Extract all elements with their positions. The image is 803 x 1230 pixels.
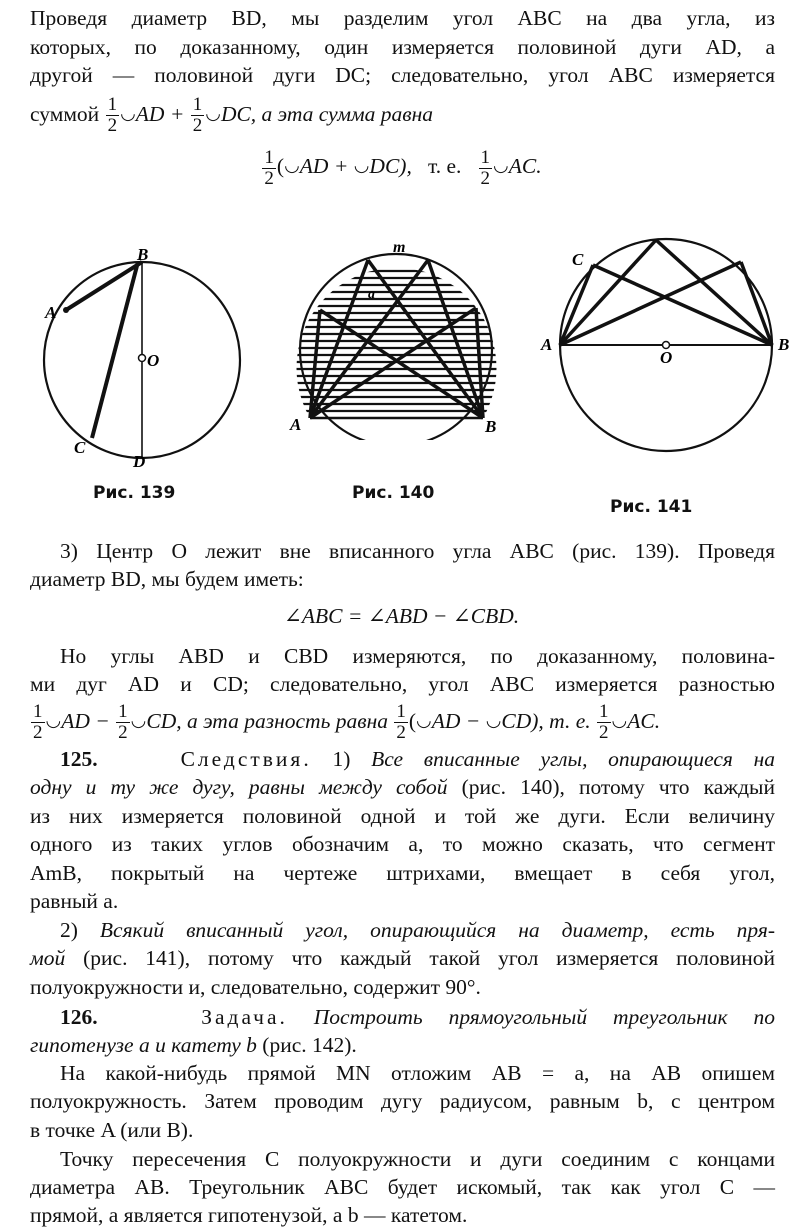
arc-symbol: ◡ [205,102,221,123]
paragraph-126-2-cont [30,1173,775,1202]
term-dc: DC, а эта сумма равна [220,101,434,126]
sec125-line-5: AmB, покрытый на чертеже штрихами, вмещает в себя угол, [30,860,775,885]
figure-140 [280,240,510,440]
intro-line-2: которых, по доказанному, один измеряется половиной дуги AD, а [30,34,775,59]
para3-line-1: 3) Центр O лежит вне вписанного угла ABC (рис. 139). Проведя [60,539,775,563]
para4-line-1: Но углы ABD и CBD измеряются, по доказанному, половина- [60,644,775,668]
label-b: B [485,417,497,436]
paragraph-3 [60,537,775,566]
formula-1: $\frac{1}{2}$ (◡AD + ◡DC), т. е. $\frac{1}{2}$ ◡AC. [264,146,542,189]
paragraph-125-2-cont [30,944,775,1001]
caption-fig-140: Рис. 140 [352,483,435,503]
section-126 [60,1003,775,1032]
label-c: C [74,438,86,457]
label-a: A [541,335,553,354]
section-number-126: 126. [60,1005,98,1029]
label-a: A [45,303,57,322]
label-alpha: a [368,287,375,302]
sec125-line-4: одного из таких углов обозначим a, то можно сказать, что сегмент [30,832,775,856]
right-angles [560,240,772,345]
label-c: C [572,250,584,269]
formula-2: ∠ABC = ∠ABD − ∠CBD. [283,604,520,628]
para126-1-line-1: На какой-нибудь прямой MN отложим AB = a, на AB опишем [60,1061,775,1085]
label-o: O [147,351,160,370]
section-number-125: 125. [60,747,98,771]
figure-139 [40,240,260,470]
caption-fig-141: Рис. 141 [610,497,693,517]
fraction-half: $\frac{1}{2}$ [192,94,203,137]
sec125-line-1: 125. Следствия. 1) Все вписанные углы, опирающиеся на [60,747,776,771]
label-o: O [660,348,673,367]
term-ad: AD + [135,101,185,126]
section-125 [60,745,775,774]
section-heading-corollaries: Следствия. [180,747,312,771]
sec126-line-1: 126. Задача. Построить прямоугольный треугольник по [60,1005,776,1029]
fraction-half: $\frac{1}{2}$ [107,94,118,137]
para126-2-line-3: прямой, a является гипотенузой, a b — катетом. [30,1203,468,1227]
caption-fig-139: Рис. 139 [93,483,176,503]
text-summoy: суммой [30,101,100,126]
intro-line-3: другой — половиной дуги DC; следовательно, угол ABC измеряется [30,63,775,87]
section-126-cont [30,1031,775,1060]
paragraph-125-2 [60,916,775,945]
sec125-line-6: равный a. [30,889,119,913]
fraction-half: $\frac{1}{2}$ [480,146,491,189]
paragraph-126-2-last [30,1201,775,1230]
intro-line-4 [30,90,775,139]
paragraph-3-cont [30,565,775,594]
section-125-cont [30,773,775,916]
intro-line-1: Проведя диаметр BD, мы разделим угол ABC на два угла, из [30,6,775,30]
paragraph-126-1 [60,1059,775,1088]
para126-2-line-1: Точку пересечения C полуокружности и дуги соединим с концами [60,1147,775,1171]
sec125-line-3: из них измеряется половиной одной и той же дуги. Если величину [30,803,775,828]
arc-symbol: ◡ [120,102,136,123]
sec126-line-2: гипотенузе a и катету b (рис. 142). [30,1033,357,1057]
label-d: D [133,452,146,470]
sec125-line-2: одну и ту же дугу, равны между собой (рис. 140), потому что каждый [30,775,775,799]
label-m: m [393,240,406,256]
para4-line-2: ми дуг AD и CD; следовательно, угол ABC измеряется разностью [30,672,775,696]
para3-line-2: диаметр BD, мы будем иметь: [30,567,304,591]
label-b: B [137,245,149,264]
para125-2-line-3: полуокружности и, следовательно, содержит 90°. [30,974,481,999]
label-a: A [290,415,302,434]
paragraph-intro [30,4,775,139]
para125-2-line-2: мой (рис. 141), потому что каждый такой угол измеряется половиной [30,946,776,970]
para126-2-line-2: диаметра AB. Треугольник ABC будет искомый, так как угол C — [30,1175,775,1199]
segment-hatching [280,264,510,411]
inscribed-angles [310,260,483,418]
para126-1-line-3: в точке A (или B). [30,1117,194,1142]
paragraph-126-2 [60,1145,775,1174]
paragraph-4 [60,642,775,671]
paragraph-126-1-cont [30,1087,775,1144]
figure-141 [538,225,800,475]
fraction-half: $\frac{1}{2}$ [264,146,274,189]
para126-1-line-2: полуокружность. Затем проводим дугу радиусом, равным b, с центром [30,1089,775,1113]
paragraph-4-cont [30,670,775,744]
section-heading-problem: Задача. [201,1005,288,1029]
para125-2-line-1: 2) Всякий вписанный угол, опирающийся на диаметр, есть пря- [60,918,776,942]
text-te: т. е. [427,154,462,178]
label-b: B [778,335,790,354]
para4-line-3: $\frac{1}{2}$ ◡AD − $\frac{1}{2}$ ◡CD, а эта разность равна $\frac{1}{2}$ (◡AD − ◡CD), т. е. $\frac{1}{2}$ ◡AC. [33,701,661,744]
